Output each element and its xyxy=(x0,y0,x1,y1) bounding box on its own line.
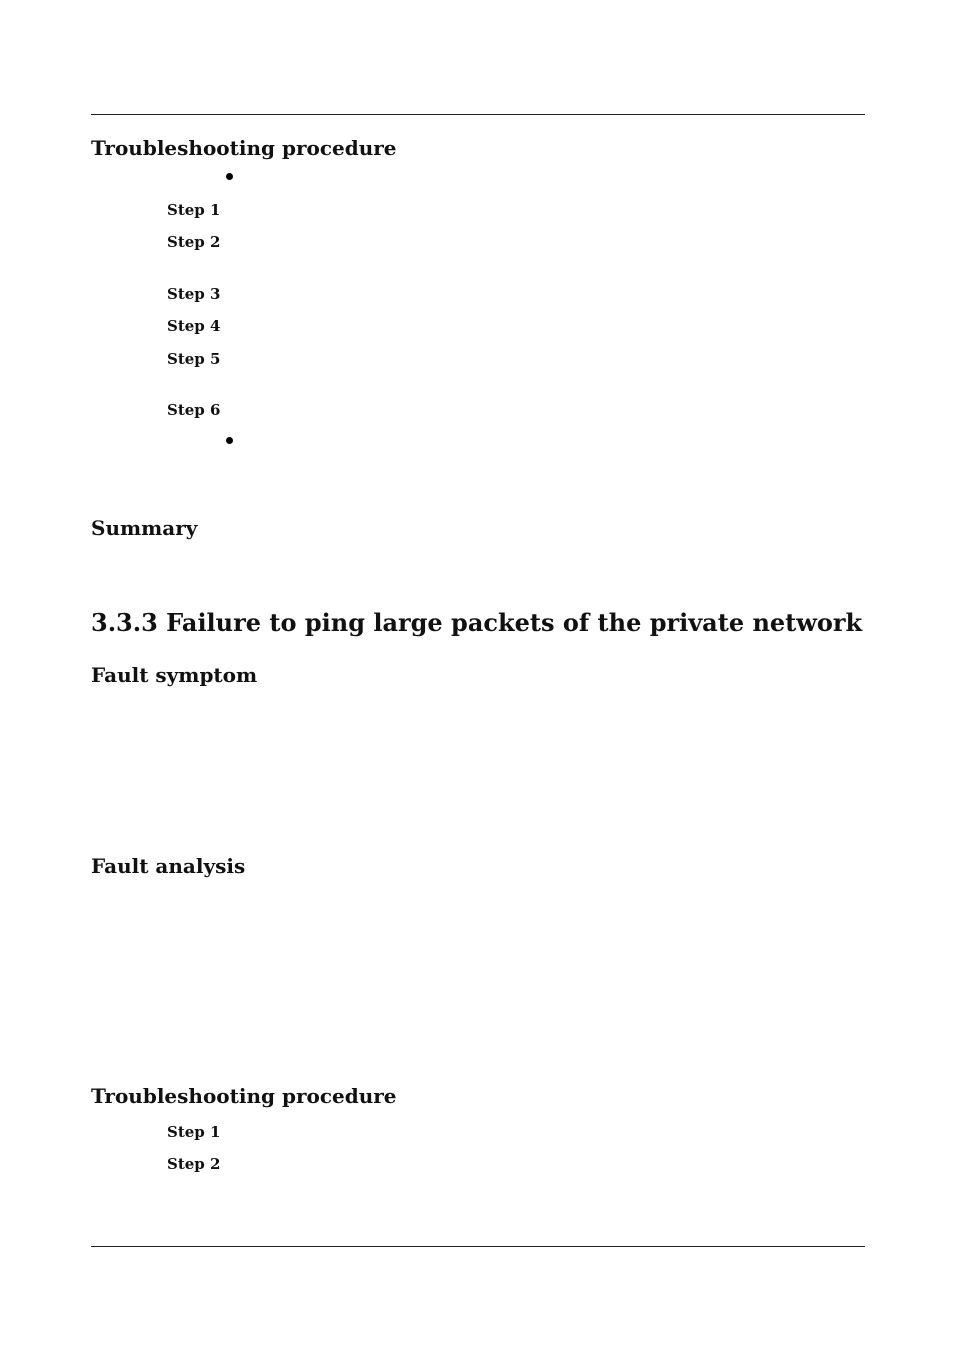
summary-heading: Summary xyxy=(91,516,198,540)
troubleshooting-procedure-heading: Troubleshooting procedure xyxy=(91,136,397,160)
bullet-marker xyxy=(226,173,233,180)
bullet-marker xyxy=(226,437,233,444)
troubleshooting-procedure-heading: Troubleshooting procedure xyxy=(91,1084,397,1108)
step-label: Step 6 xyxy=(167,401,221,419)
step-label: Step 4 xyxy=(167,317,221,335)
step-label: Step 5 xyxy=(167,350,221,368)
step-label: Step 2 xyxy=(167,1155,221,1173)
top-divider xyxy=(91,114,865,115)
bottom-divider xyxy=(91,1246,865,1247)
fault-analysis-heading: Fault analysis xyxy=(91,854,246,878)
step-label: Step 2 xyxy=(167,233,221,251)
step-label: Step 3 xyxy=(167,285,221,303)
fault-symptom-heading: Fault symptom xyxy=(91,663,258,687)
section-title: 3.3.3 Failure to ping large packets of the private network xyxy=(91,608,863,637)
step-label: Step 1 xyxy=(167,201,221,219)
step-label: Step 1 xyxy=(167,1123,221,1141)
